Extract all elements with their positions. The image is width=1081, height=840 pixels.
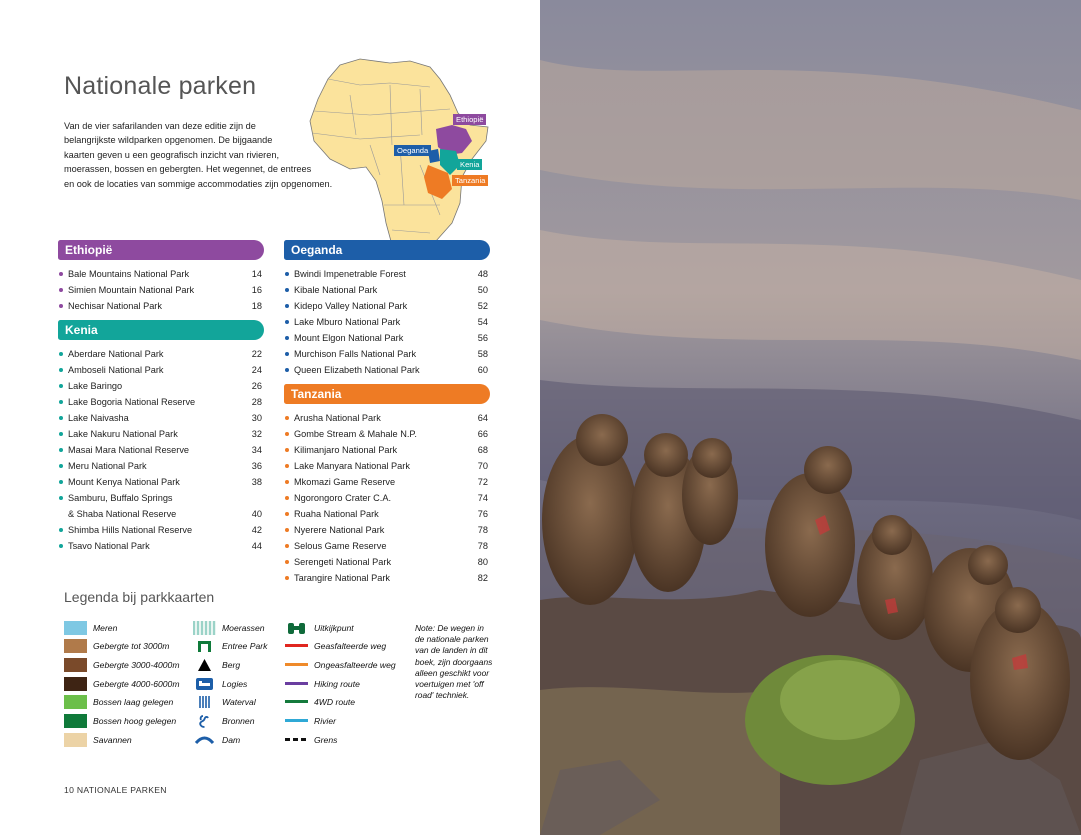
border-line [285,738,308,741]
bullet-icon [59,384,63,388]
page-number: 58 [477,349,488,359]
map-label-tanzania: Tanzania [452,175,488,186]
legend-note: Note: De wegen in de nationale parken van de landen in dit boek, zijn doorgaans alleen geschikt voor voertuigen met 'off road' techniek. [415,623,493,701]
bullet-icon [285,320,289,324]
park-name: Serengeti National Park [294,557,392,567]
gate-icon [193,639,216,653]
park-list-item [58,394,264,410]
park-list-item [284,282,490,298]
bullet-icon [285,512,289,516]
page-number: 30 [251,413,262,423]
park-name: Murchison Falls National Park [294,349,417,359]
page-number: 50 [477,285,488,295]
park-name: & Shaba National Reserve [68,509,177,519]
park-list-item [284,266,490,282]
bullet-icon [59,352,63,356]
bullet-icon [285,288,289,292]
park-list-tanzania [284,404,490,590]
park-name: Mkomazi Game Reserve [294,477,396,487]
page-number: 26 [251,381,262,391]
park-list-kenya [58,340,264,558]
binoculars-icon [285,621,308,635]
park-list-item [58,490,264,506]
page-number: 76 [477,509,488,519]
gelada-photo [540,0,1081,835]
page-number: 24 [251,365,262,375]
section-ethiopia [58,240,264,318]
park-name: Nechisar National Park [68,301,162,311]
page-number: 60 [477,365,488,375]
bullet-icon [59,496,63,500]
page-number: 34 [251,445,262,455]
park-list-item [284,346,490,362]
park-list-item [58,282,264,298]
bullet-icon [285,480,289,484]
page-number: 18 [251,301,262,311]
river-line [285,719,308,722]
peak-icon [193,658,216,672]
page-number: 38 [251,477,262,487]
park-name: Shimba Hills National Reserve [68,525,193,535]
park-name: Arusha National Park [294,413,381,423]
park-list-item [284,314,490,330]
park-list-item [58,474,264,490]
park-list-item [284,506,490,522]
page-number: 74 [477,493,488,503]
page-number: 80 [477,557,488,567]
park-list-item [284,554,490,570]
park-list-item [284,538,490,554]
park-name: Lake Nakuru National Park [68,429,178,439]
bullet-icon [59,544,63,548]
spring-icon [193,714,216,728]
section-tanzania [284,384,490,590]
bullet-icon [285,368,289,372]
park-name: Gombe Stream & Mahale N.P. [294,429,417,439]
page-number: 56 [477,333,488,343]
bullet-icon [59,272,63,276]
page-number: 70 [477,461,488,471]
bullet-icon [285,496,289,500]
intro-text: Van de vier safarilanden van deze editie zijn de belangrijkste wildparken opgenomen. De bijgaande kaarten geven u een geografisch inzicht van rivieren, moerassen, bossen en gebergten. Het wegennet, de entrees en ook de locaties van sommige accommodaties zijn opgenomen. [64,121,333,189]
section-header-tanzania: Tanzania [284,384,490,404]
park-name: Lake Baringo [68,381,123,391]
park-list-item [58,538,264,554]
bullet-icon [285,432,289,436]
page-number: 16 [251,285,262,295]
paved-road-line [285,644,308,647]
mountain-high-swatch [64,677,87,691]
mountain-mid-swatch [64,658,87,672]
page-number: 44 [251,541,262,551]
bullet-icon [59,464,63,468]
bullet-icon [285,416,289,420]
bullet-icon [285,544,289,548]
bullet-icon [285,304,289,308]
park-name: Kibale National Park [294,285,378,295]
page-number: 78 [477,525,488,535]
park-list-item [284,570,490,586]
park-list-item [284,490,490,506]
savanna-swatch [64,733,87,747]
park-name: Mount Elgon National Park [294,333,404,343]
section-header-ethiopia: Ethiopië [58,240,264,260]
park-list-item [58,298,264,314]
page-footer: 10 NATIONALE PARKEN [64,785,167,795]
park-list-uganda [284,260,490,382]
park-name: Lake Manyara National Park [294,461,410,471]
bullet-icon [59,448,63,452]
page-number: 48 [477,269,488,279]
page-number: 66 [477,429,488,439]
map-label-uganda: Oeganda [394,145,431,156]
left-page: Nationale parken Van de vier safarilanden van deze editie zijn de belangrijkste wildparken opgenomen. De bijgaande kaarten geven u een geografisch inzicht van rivieren, moerassen, bossen en gebergten. Het wegennet, de entrees en ook de locaties van sommige accommodaties zijn opgenomen. Ethiopië Oeganda Kenia Tanzania Ethiopië Bale Mountains National Park 14 Simien Mountain National Park 16 Nechisar National Park 18 Kenia Aberdare National Park 22 Amboseli National Park 24 Lake Baringo 26 Lake Bogoria National Reserve 28 Lake Naivasha 30 Lake Nakuru National Park 32 Masai Mara National Reserve 34 Meru National Park 36 Mount Kenya National Park 38 Samburu, Buffalo Springs & Shaba National Reserve 40 Shimba Hills National Reserve 42 Tsavo National Park 44 Oeganda Bwindi Impenetrable Forest 48 Kibale National Park 50 Kidepo Valley National Park 52 Lake Mburo National Park 54 Mount Elgon National Park 56 Murchison Falls National Park 58 Queen Elizabeth National Park 60 Tanzania Arusha National Park 64 Gombe Stream & Mahale N.P. 66 Kilimanjaro National Park 68 Lake Manyara National Park 70 Mkomazi Game Reserve 72 Ngorongoro Crater C.A. 74 Ruaha National Park 76 Nyerere National Park 78 Selous Game Reserve 78 Serengeti National Park 80 Tarangire National Park 82 Legenda bij parkkaarten Meren Gebergte tot 3000m Gebergte 3000-4000m Gebergte 4000-6000m Bossen laag gelegen Bossen hoog gelegen Savannen Moerassen Entree Park Berg Logies Waterval Bronnen Dam Uitkijkpunt Geasfalteerde weg Ongeasfalteerde weg Hiking route 4WD route Rivier Grens Note: De wegen in de nationale parken van de landen in dit boek, zijn doorgaans alleen geschikt voor voertuigen met 'off road' techniek. 10 NATIONALE PARKEN [0,0,540,835]
park-name: Bwindi Impenetrable Forest [294,269,406,279]
park-list-item [58,346,264,362]
page-number: 64 [477,413,488,423]
dam-icon [193,733,216,747]
bullet-icon [59,432,63,436]
page-number: 28 [251,397,262,407]
waterfall-icon [193,695,216,709]
park-list-item [284,298,490,314]
marsh-icon [193,621,216,635]
park-list-item [284,426,490,442]
park-list-item [58,378,264,394]
page-number: 40 [251,509,262,519]
park-name: Ngorongoro Crater C.A. [294,493,392,503]
park-list-item [284,362,490,378]
map-label-ethiopia: Ethiopië [453,114,486,125]
bullet-icon [59,416,63,420]
page-number: 82 [477,573,488,583]
park-name: Samburu, Buffalo Springs [68,493,173,503]
legend-title: Legenda bij parkkaarten [64,589,215,605]
lake-swatch [64,621,87,635]
park-name: Amboseli National Park [68,365,164,375]
bullet-icon [59,368,63,372]
park-list-item [58,442,264,458]
page-number: 32 [251,429,262,439]
bullet-icon [59,304,63,308]
park-list-item [58,410,264,426]
park-list-item [284,474,490,490]
bullet-icon [285,464,289,468]
section-uganda [284,240,490,382]
park-name: Nyerere National Park [294,525,385,535]
4wd-line [285,700,308,703]
section-header-kenya: Kenia [58,320,264,340]
page-number: 72 [477,477,488,487]
park-list-item [284,522,490,538]
park-name: Mount Kenya National Park [68,477,180,487]
park-list-item [284,330,490,346]
park-list-item [58,522,264,538]
bullet-icon [285,560,289,564]
park-name: Lake Bogoria National Reserve [68,397,196,407]
park-list-item [58,458,264,474]
page-number: 22 [251,349,262,359]
hiking-line [285,682,308,685]
park-list-item [58,362,264,378]
page-number: 68 [477,445,488,455]
park-name: Bale Mountains National Park [68,269,190,279]
park-name: Masai Mara National Reserve [68,445,190,455]
page-number: 42 [251,525,262,535]
park-name: Simien Mountain National Park [68,285,195,295]
park-name: Kilimanjaro National Park [294,445,398,455]
bullet-icon [285,352,289,356]
bullet-icon [285,272,289,276]
park-name: Queen Elizabeth National Park [294,365,420,375]
unpaved-road-line [285,663,308,666]
park-list-item [58,426,264,442]
park-name: Lake Mburo National Park [294,317,401,327]
section-kenya [58,320,264,558]
forest-high-swatch [64,714,87,728]
page-title: Nationale parken [64,72,257,100]
park-name: Meru National Park [68,461,147,471]
page-number: 14 [251,269,262,279]
bullet-icon [59,288,63,292]
page-number: 52 [477,301,488,311]
park-name: Aberdare National Park [68,349,164,359]
map-label-kenya: Kenia [457,159,482,170]
park-name: Tarangire National Park [294,573,391,583]
park-name: Ruaha National Park [294,509,379,519]
park-list-item [284,410,490,426]
bullet-icon [285,336,289,340]
park-list-item [58,266,264,282]
forest-low-swatch [64,695,87,709]
bullet-icon [59,528,63,532]
park-name: Selous Game Reserve [294,541,387,551]
section-header-uganda: Oeganda [284,240,490,260]
park-name: Kidepo Valley National Park [294,301,408,311]
lodging-icon [193,677,216,691]
bullet-icon [285,448,289,452]
bullet-icon [285,576,289,580]
mountain-low-swatch [64,639,87,653]
page-number: 54 [477,317,488,327]
park-list-item [58,506,264,522]
page-number: 36 [251,461,262,471]
bullet-icon [59,480,63,484]
page-number: 78 [477,541,488,551]
park-list-item [284,458,490,474]
bullet-icon [59,400,63,404]
bullet-icon [285,528,289,532]
park-name: Tsavo National Park [68,541,150,551]
park-list-item [284,442,490,458]
park-list-ethiopia [58,260,264,318]
park-name: Lake Naivasha [68,413,129,423]
